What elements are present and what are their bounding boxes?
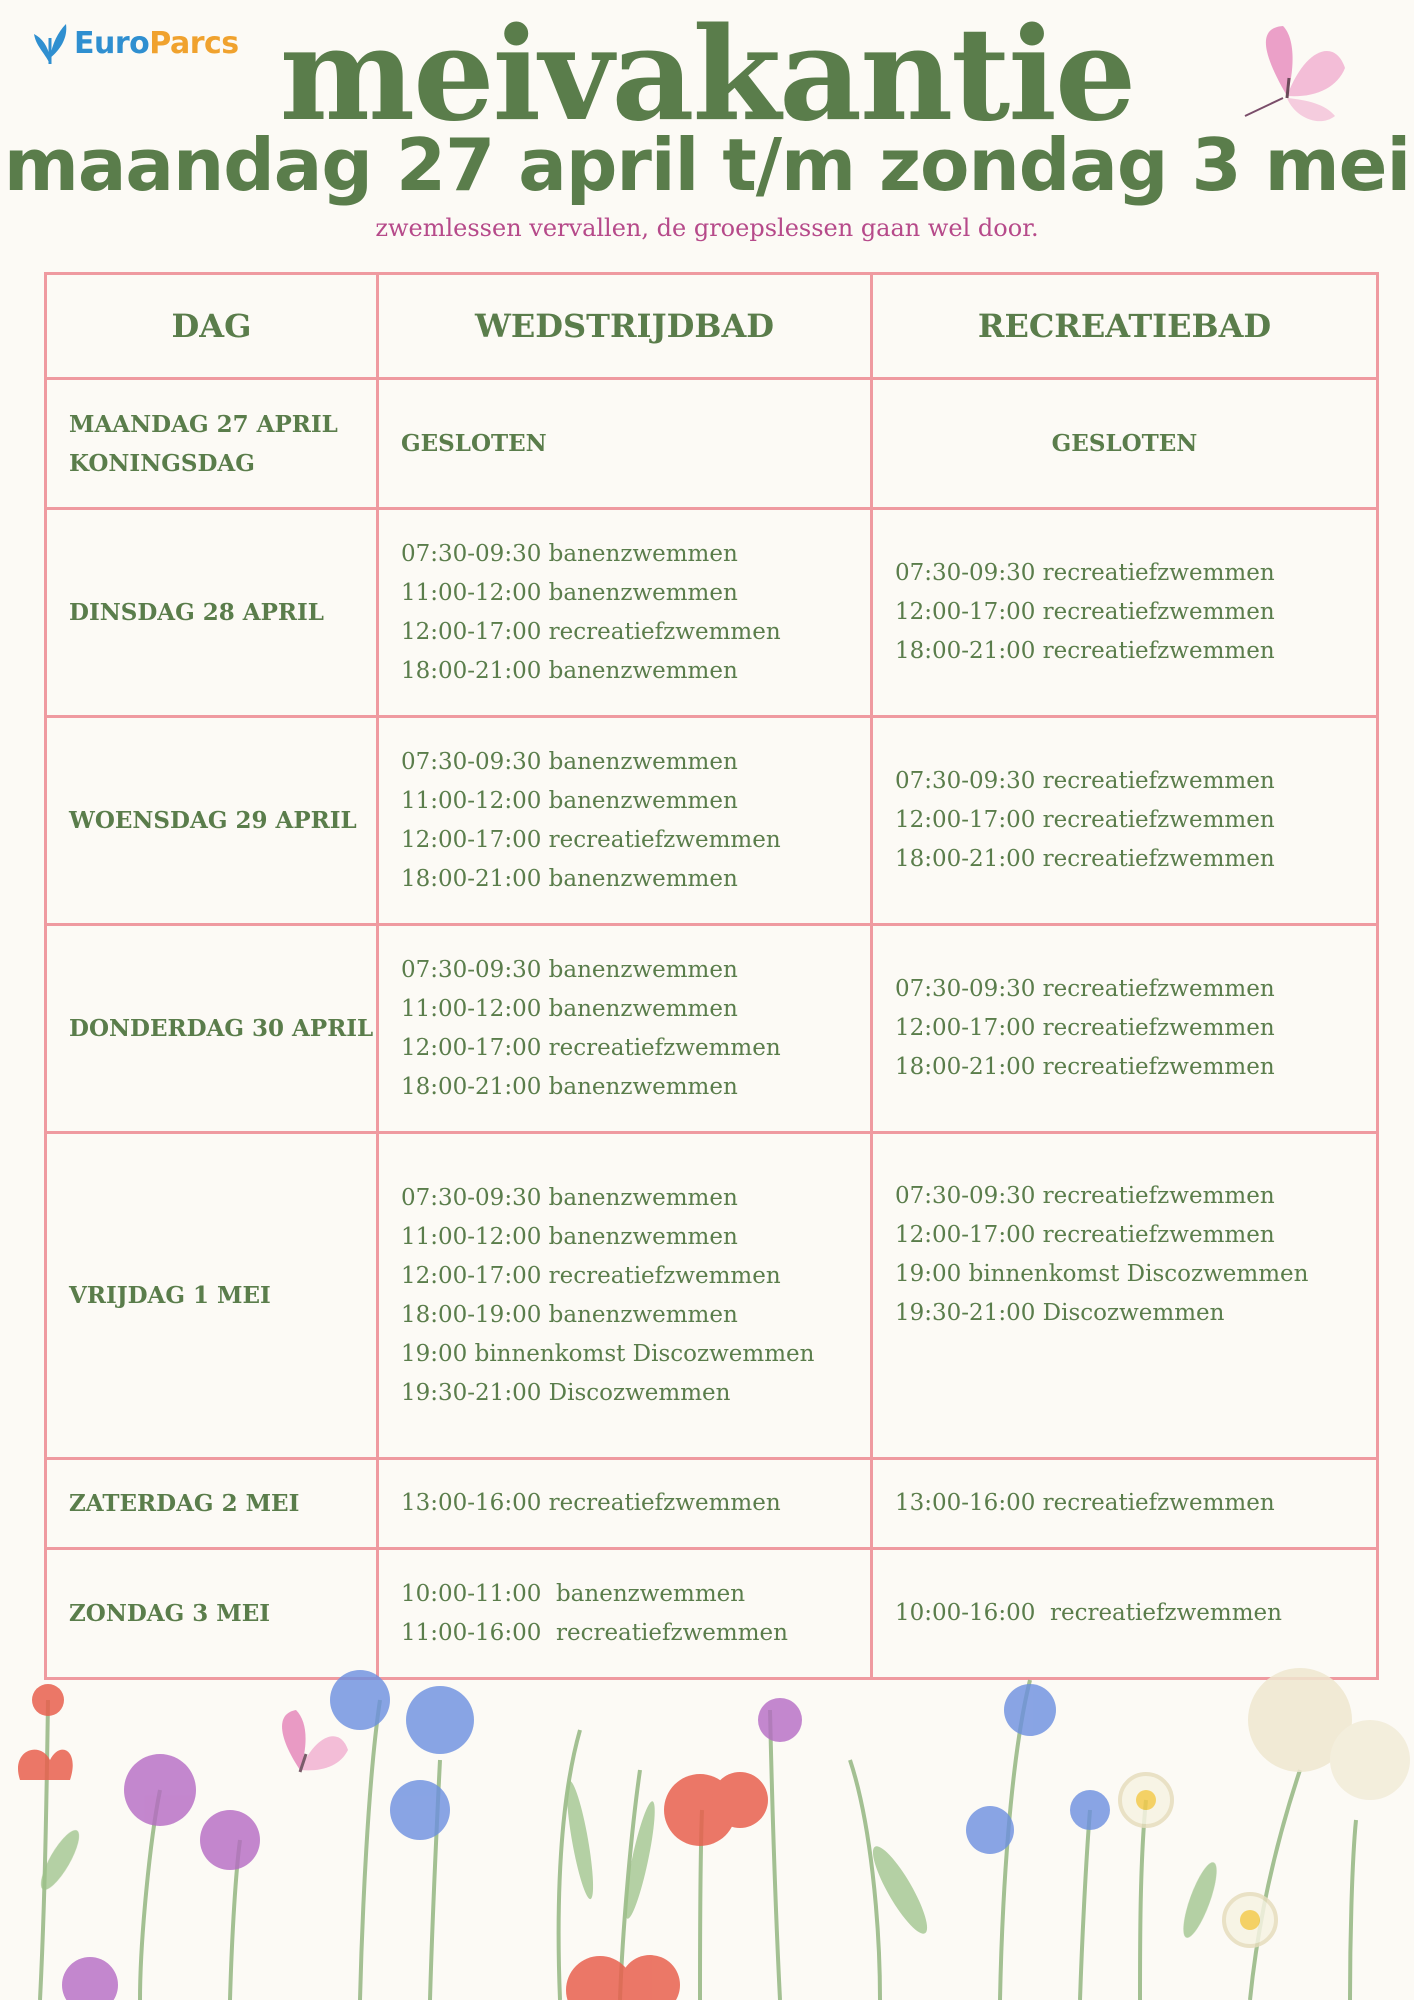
logo-euro: Euro	[74, 25, 150, 61]
logo-parcs: Parcs	[149, 25, 239, 61]
recreatiebad-cell: 13:00-16:00 recreatiefzwemmen	[872, 1459, 1378, 1549]
day-cell: ZATERDAG 2 MEI	[46, 1459, 378, 1549]
recreatiebad-cell: 07:30-09:30 recreatiefzwemmen 12:00-17:00 recreatiefzwemmen 18:00-21:00 recreatiefzwemmen	[872, 925, 1378, 1133]
wedstrijdbad-cell: 10:00-11:00 banenzwemmen 11:00-16:00 recreatiefzwemmen	[378, 1549, 872, 1679]
header-wedstrijdbad: WEDSTRIJDBAD	[378, 274, 872, 379]
day-cell: ZONDAG 3 MEI	[46, 1549, 378, 1679]
header-recreatiebad: RECREATIEBAD	[872, 274, 1378, 379]
date-range: maandag 27 april t/m zondag 3 mei	[3, 123, 1411, 207]
table-header-row	[46, 274, 1378, 379]
day-cell: MAANDAG 27 APRIL KONINGSDAG	[46, 379, 378, 509]
recreatiebad-cell: 10:00-16:00 recreatiefzwemmen	[872, 1549, 1378, 1679]
table-row	[46, 379, 1378, 509]
table-row	[46, 1459, 1378, 1549]
header-dag: DAG	[46, 274, 378, 379]
day-cell: DINSDAG 28 APRIL	[46, 509, 378, 717]
recreatiebad-cell: 07:30-09:30 recreatiefzwemmen 12:00-17:00 recreatiefzwemmen 18:00-21:00 recreatiefzwemmen	[872, 717, 1378, 925]
recreatiebad-cell: 07:30-09:30 recreatiefzwemmen 12:00-17:00 recreatiefzwemmen 19:00 binnenkomst Discozwemmen 19:30-21:00 Discozwemmen	[872, 1133, 1378, 1459]
schedule-table	[44, 272, 1379, 1680]
table-row	[46, 717, 1378, 925]
page-title: meivakantie	[279, 0, 1135, 150]
wedstrijdbad-cell: GESLOTEN	[378, 379, 872, 509]
wedstrijdbad-cell: 07:30-09:30 banenzwemmen 11:00-12:00 banenzwemmen 12:00-17:00 recreatiefzwemmen 18:00-21:00 banenzwemmen	[378, 717, 872, 925]
wedstrijdbad-cell: 07:30-09:30 banenzwemmen 11:00-12:00 banenzwemmen 12:00-17:00 recreatiefzwemmen 18:00-21:00 banenzwemmen	[378, 509, 872, 717]
flower-illustration	[0, 1640, 1414, 2000]
recreatiebad-cell: GESLOTEN	[872, 379, 1378, 509]
table-row	[46, 925, 1378, 1133]
table-row	[46, 1133, 1378, 1459]
day-cell: WOENSDAG 29 APRIL	[46, 717, 378, 925]
day-cell: VRIJDAG 1 MEI	[46, 1133, 378, 1459]
day-cell: DONDERDAG 30 APRIL	[46, 925, 378, 1133]
wedstrijdbad-cell: 07:30-09:30 banenzwemmen 11:00-12:00 banenzwemmen 12:00-17:00 recreatiefzwemmen 18:00-19:00 banenzwemmen 19:00 binnenkomst Discozwemmen 19:30-21:00 Discozwemmen	[378, 1133, 872, 1459]
recreatiebad-cell: 07:30-09:30 recreatiefzwemmen 12:00-17:00 recreatiefzwemmen 18:00-21:00 recreatiefzwemmen	[872, 509, 1378, 717]
table-row	[46, 509, 1378, 717]
lessons-note: zwemlessen vervallen, de groepslessen gaan wel door.	[375, 214, 1039, 242]
wedstrijdbad-cell: 13:00-16:00 recreatiefzwemmen	[378, 1459, 872, 1549]
wedstrijdbad-cell: 07:30-09:30 banenzwemmen 11:00-12:00 banenzwemmen 12:00-17:00 recreatiefzwemmen 18:00-21:00 banenzwemmen	[378, 925, 872, 1133]
